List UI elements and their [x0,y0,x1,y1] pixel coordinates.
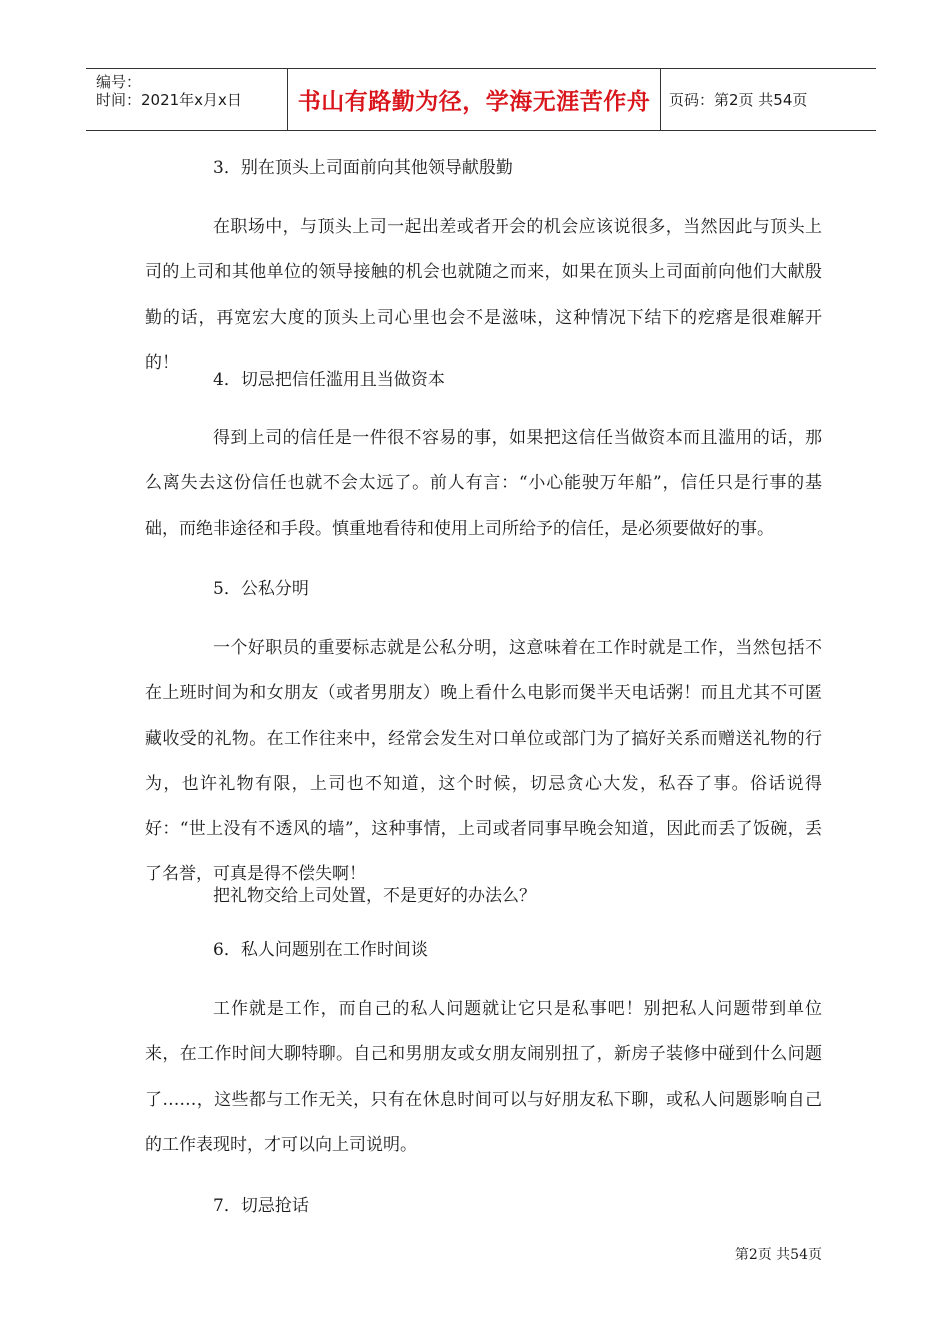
paragraph-6: 工作就是工作，而自己的私人问题就让它只是私事吧！别把私人问题带到单位来，在工作时间大聊特聊。自己和男朋友或女朋友闹别扭了，新房子装修中碰到什么问题了……，这些都与工作无关，只有在休息时间可以与好朋友私下聊，或私人问题影响自己的工作表现时，才可以向上司说明。 [145,999,822,1155]
header-meta [86,69,288,130]
section-heading-6: 6．私人问题别在工作时间谈 [213,940,428,960]
paragraph-5: 一个好职员的重要标志就是公私分明，这意味着在工作时就是工作，当然包括不在上班时间为和女朋友（或者男朋友）晚上看什么电影而煲半天电话粥！而且尤其不可匿藏收受的礼物。在工作往来中，经常会发生对口单位或部门为了搞好关系而赠送礼物的行为，也许礼物有限，上司也不知道，这个时候，切忌贪心大发，私吞了事。俗话说得好：“世上没有不透风的墙”，这种事情，上司或者同事早晚会知道，因此而丢了饭碗，丢了名誉，可真是得不偿失啊！ [145,638,822,885]
header-motto-cell [288,69,661,130]
section-heading-4: 4．切忌把信任滥用且当做资本 [213,370,445,390]
section-heading-3: 3．别在顶头上司面前向其他领导献殷勤 [213,158,513,178]
paragraph-5b: 把礼物交给上司处置，不是更好的办法么？ [213,886,536,906]
page-footer: 第2页 共54页 [734,1247,822,1263]
header-page-info-cell [661,69,876,130]
serial-label: 编号： [96,73,142,91]
section-heading-5: 5．公私分明 [213,579,309,599]
time-label: 时间：2021年x月x日 [96,91,242,109]
paragraph-4: 得到上司的信任是一件很不容易的事，如果把这信任当做资本而且滥用的话，那么离失去这份信任也就不会太远了。前人有言：“小心能驶万年船”，信任只是行事的基础，而绝非途径和手段。慎重地看待和使用上司所给予的信任，是必须要做好的事。 [145,428,822,539]
header-motto: 书山有路勤为径，学海无涯苦作舟 [297,89,651,115]
section-heading-7: 7．切忌抢话 [213,1196,309,1216]
page-header [86,68,876,131]
paragraph-3: 在职场中，与顶头上司一起出差或者开会的机会应该说很多，当然因此与顶头上司的上司和其他单位的领导接触的机会也就随之而来，如果在顶头上司面前向他们大献殷勤的话，再宽宏大度的顶头上司心里也会不是滋味，这种情况下结下的疙瘩是很难解开的！ [145,217,822,373]
header-page-info: 页码：第2页 共54页 [669,91,808,109]
